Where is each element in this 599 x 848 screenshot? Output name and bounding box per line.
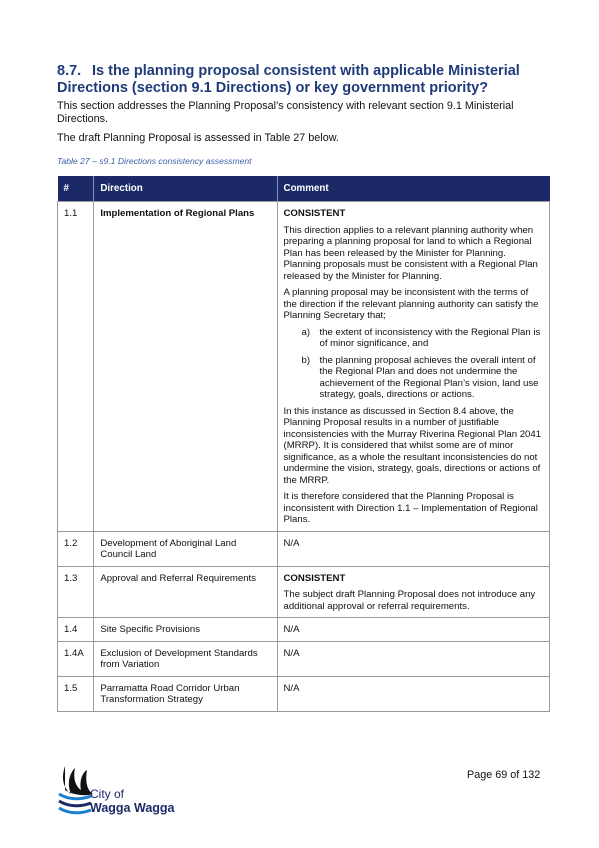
row-direction: Approval and Referral Requirements xyxy=(94,566,277,618)
section-heading xyxy=(57,63,557,97)
table-row xyxy=(58,531,550,566)
row-comment: N/A xyxy=(277,676,550,711)
section-title: Is the planning proposal consistent with applicable Ministerial Directions (section 9.1 Directions) or key government priority? xyxy=(57,63,520,96)
row-direction: Parramatta Road Corridor Urban Transformation Strategy xyxy=(94,676,277,711)
list-text: the planning proposal achieves the overall intent of the Regional Plan and does not undermine the achievement of the Regional Plan’s vision, land use strategy, goals, directions or actions. xyxy=(319,354,539,400)
row-direction: Development of Aboriginal Land Council Land xyxy=(94,531,277,566)
row-comment xyxy=(277,202,550,532)
table-row xyxy=(58,676,550,711)
header-number: # xyxy=(58,176,94,202)
row-number: 1.5 xyxy=(58,676,94,711)
table-row xyxy=(58,618,550,642)
list-item xyxy=(302,355,544,401)
row-comment: N/A xyxy=(277,641,550,676)
comment-paragraph: In this instance as discussed in Section 8.4 above, the Planning Proposal results in a number of justifiable inconsistencies with the Murray Riverina Regional Plan 2041 (MRRP). It is considered that whilst some are of minor significance, as a whole the resultant inconsistencies do not undermine the vision, strategy, goals, directions or actions of the MRRP. xyxy=(283,405,542,486)
header-direction: Direction xyxy=(94,176,277,202)
header-comment: Comment xyxy=(277,176,550,202)
row-direction: Exclusion of Development Standards from Variation xyxy=(94,641,277,676)
status-label: CONSISTENT xyxy=(283,208,346,219)
list-marker: b) xyxy=(301,354,311,366)
row-number: 1.3 xyxy=(58,566,94,618)
list-marker: a) xyxy=(301,326,311,338)
row-number: 1.4A xyxy=(58,641,94,676)
table-row xyxy=(58,641,550,676)
table-row xyxy=(58,202,550,532)
comment-paragraph: The subject draft Planning Proposal does not introduce any additional approval or referral requirements. xyxy=(283,589,536,612)
intro-paragraph-2: The draft Planning Proposal is assessed in Table 27 below. xyxy=(57,132,339,144)
table-row xyxy=(58,566,550,618)
directions-table xyxy=(57,176,550,712)
row-direction: Implementation of Regional Plans xyxy=(94,202,277,532)
page-number: Page 69 of 132 xyxy=(467,769,541,781)
row-comment: N/A xyxy=(277,531,550,566)
row-number: 1.4 xyxy=(58,618,94,642)
table-header-row xyxy=(58,176,550,202)
comment-paragraph: This direction applies to a relevant planning authority when preparing a planning proposal for land to which a Regional Plan has been released by the Minister for Planning. Planning proposals must be consistent with a Regional Plan released by the Minister for Planning. xyxy=(283,224,538,282)
comment-paragraph: It is therefore considered that the Planning Proposal is inconsistent with Direction 1.1 – Implementation of Regional Plans. xyxy=(283,491,538,525)
row-number: 1.1 xyxy=(58,202,94,532)
status-label: CONSISTENT xyxy=(283,572,346,584)
section-number: 8.7. xyxy=(57,63,82,79)
row-direction: Site Specific Provisions xyxy=(94,618,277,642)
list-item xyxy=(302,327,544,350)
intro-paragraph-1: This section addresses the Planning Proposal’s consistency with relevant section 9.1 Ministerial Directions. xyxy=(57,100,514,125)
table-caption: Table 27 – s9.1 Directions consistency assessment xyxy=(57,156,252,166)
comment-paragraph: A planning proposal may be inconsistent with the terms of the direction if the relevant planning authority can satisfy the Planning Secretary that; xyxy=(283,287,539,321)
logo-line-1: City of xyxy=(90,787,125,801)
logo-line-2: Wagga Wagga xyxy=(90,801,175,815)
list-text: the extent of inconsistency with the Regional Plan is of minor significance, and xyxy=(319,326,541,349)
row-number: 1.2 xyxy=(58,531,94,566)
row-comment: N/A xyxy=(277,618,550,642)
row-comment xyxy=(277,566,550,618)
